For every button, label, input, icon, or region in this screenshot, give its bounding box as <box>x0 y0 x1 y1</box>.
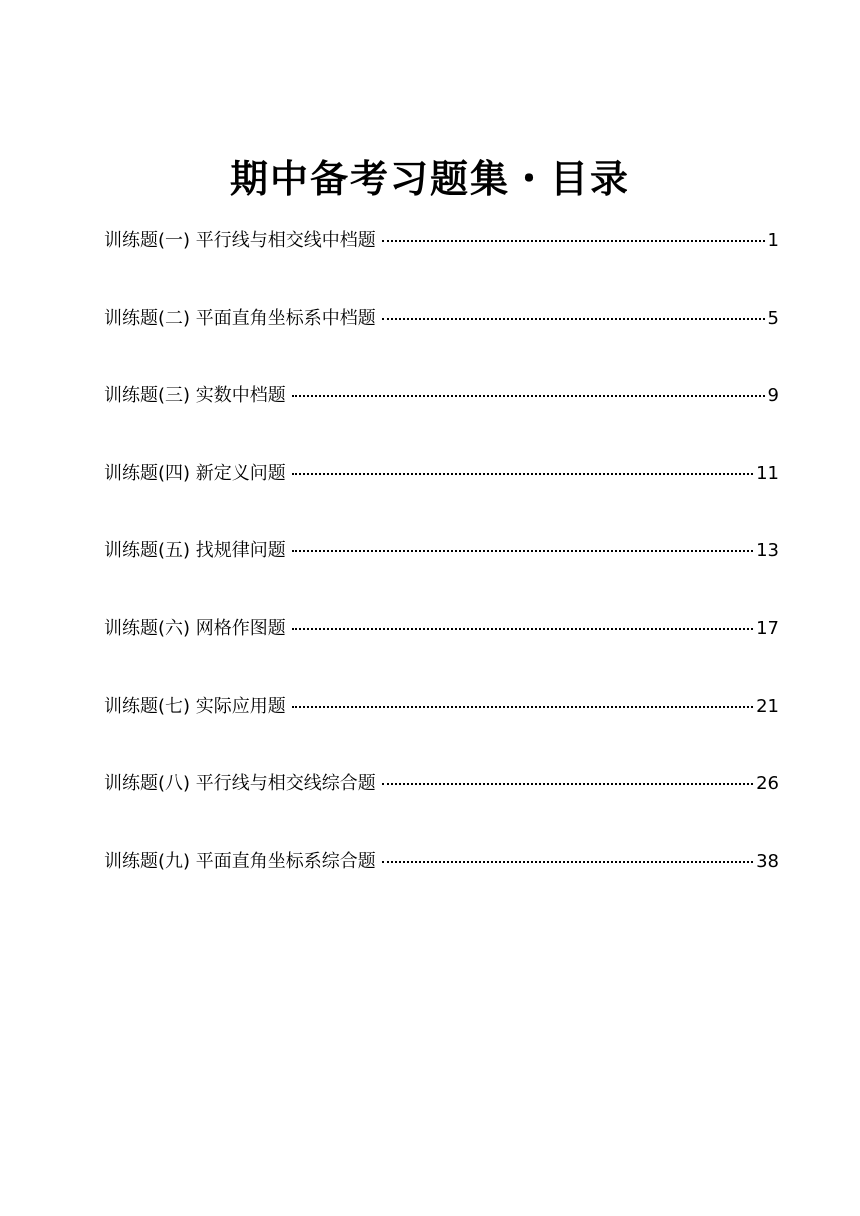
toc-entry-title: 训练题(五) 找规律问题 <box>104 540 286 562</box>
dot-leader <box>382 318 765 320</box>
toc-page-number: 11 <box>756 462 779 484</box>
toc-page-number: 17 <box>756 617 779 639</box>
toc-page-number: 1 <box>767 230 779 251</box>
dot-leader <box>292 706 753 708</box>
toc-page-number: 13 <box>756 540 779 562</box>
toc-page-number: 26 <box>756 773 779 795</box>
toc-page-number: 9 <box>767 385 779 407</box>
toc-entry-title: 训练题(八) 平行线与相交线综合题 <box>104 773 376 795</box>
dot-leader <box>292 395 765 397</box>
toc-page-number: 21 <box>756 695 779 717</box>
toc-entry[interactable] <box>104 692 779 770</box>
dot-leader <box>292 473 753 475</box>
page-title: 期中备考习题集・目录 <box>229 156 630 202</box>
toc-entry[interactable] <box>104 614 779 692</box>
toc-entry[interactable] <box>104 304 779 382</box>
dot-leader <box>382 783 753 785</box>
toc-entry[interactable] <box>104 769 779 847</box>
toc-entry[interactable] <box>104 459 779 537</box>
dot-leader <box>292 628 753 630</box>
toc-page-number: 38 <box>756 850 779 872</box>
toc-entry-title: 训练题(一) 平行线与相交线中档题 <box>104 230 376 251</box>
toc-entry-title: 训练题(六) 网格作图题 <box>104 617 286 639</box>
toc-entry-title: 训练题(七) 实际应用题 <box>104 695 286 717</box>
toc-entry-title: 训练题(三) 实数中档题 <box>104 385 286 407</box>
dot-leader <box>292 550 753 552</box>
toc-entry[interactable] <box>104 536 779 614</box>
toc-entry-title: 训练题(二) 平面直角坐标系中档题 <box>104 307 376 329</box>
toc-entry-title: 训练题(九) 平面直角坐标系综合题 <box>104 850 376 872</box>
dot-leader <box>382 861 753 863</box>
toc-entry[interactable] <box>104 381 779 459</box>
dot-leader <box>382 240 765 242</box>
table-of-contents <box>104 226 779 924</box>
toc-entry[interactable] <box>104 226 779 304</box>
toc-entry-title: 训练题(四) 新定义问题 <box>104 462 286 484</box>
toc-page-number: 5 <box>767 307 779 329</box>
toc-entry[interactable] <box>104 847 779 925</box>
